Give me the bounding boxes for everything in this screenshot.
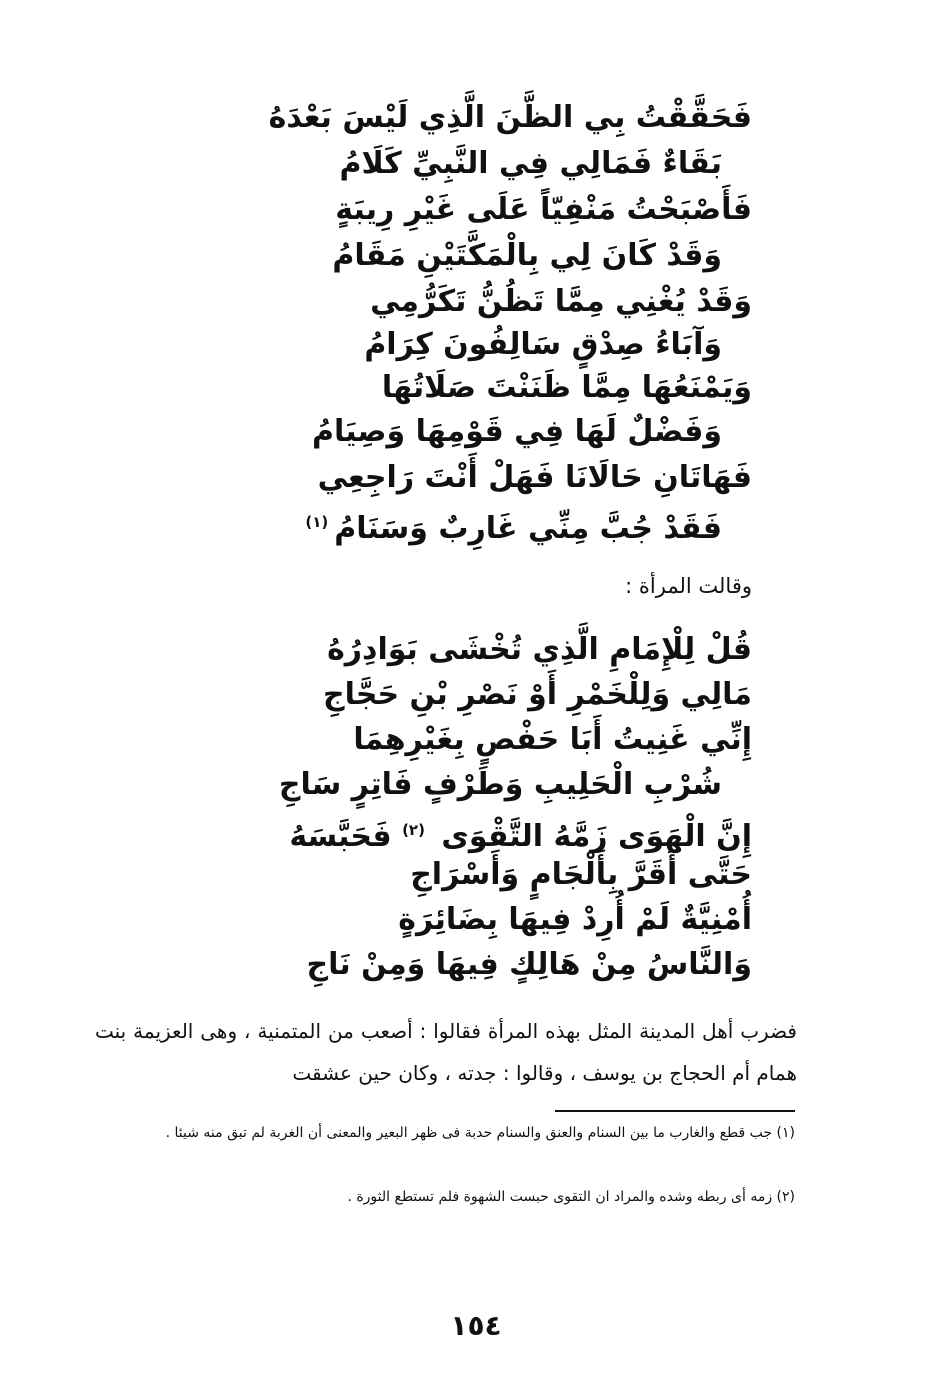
footnote-ref-2: (٢) [402,821,425,839]
prose-paragraph: فضرب أهل المدينة المثل بهذه المرأة فقالوا : أصعب من المتمنية ، وهى العزيمة بنت همام أم الحجاج بن يوسف ، وقالوا : جدته ، وكان حين عشقت [95,1019,797,1085]
poem2-verse-4-second-hemistich: وَالنَّاسُ مِنْ هَالِكٍ فِيهَا وَمِنْ نَاجِ [306,947,752,982]
footnote-separator [555,1110,795,1112]
poem1-verse-5-first-hemistich: فَهَاتَانِ حَالَانَا فَهَلْ أَنْتَ رَاجِعِي [317,460,752,495]
poem2-verse-3-first-text: إِنَّ الْهَوَى زَمَّهُ التَّقْوَى [441,819,752,854]
poem2-verse-3-first-hemistich [289,810,752,857]
poem2-verse-3-first-end: فَحَبَّسَهُ [289,819,392,854]
poem1-verse-2-second-hemistich: وَقَدْ كَانَ لِي بِالْمَكَّتَيْنِ مَقَامُ [332,238,722,273]
footnote-1: (١) جب قطع والغارب ما بين السنام والعنق والسنام حدبة فى ظهر البعير والمعنى أن الغربة لم تبق منه شيئا . [165,1125,795,1141]
poem1-verse-5-second-text: فَقَدْ جُبَّ مِنِّي غَارِبٌ وَسَنَامُ [334,511,722,546]
poem2-verse-1-first-hemistich: قُلْ لِلْإِمَامِ الَّذِي تُخْشَى بَوَادِرُهُ [327,632,752,667]
poem1-verse-1-second-hemistich: بَقَاءٌ فَمَالِي فِي النَّبِيِّ كَلَامُ [339,146,722,181]
poem2-verse-4-first-hemistich: أُمْنِيَّةٌ لَمْ أُرِدْ فِيهَا بِضَائِرَةٍ [398,902,752,937]
poem2-verse-1-second-hemistich: مَالِي وَلِلْخَمْرِ أَوْ نَصْرِ بْنِ حَجَّاجِ [322,677,752,712]
poem2-verse-2-first-hemistich: إِنِّي غَنِيتُ أَبَا حَفْصٍ بِغَيْرِهِمَا [353,722,752,757]
poem1-verse-4-second-hemistich: وَفَضْلٌ لَهَا فِي قَوْمِهَا وَصِيَامُ [312,414,722,449]
poem1-verse-1-first-hemistich: فَحَقَّقْتُ بِي الظَّنَ الَّذِي لَيْسَ بَعْدَهُ [268,100,752,135]
poem1-verse-5-second-hemistich [305,502,722,549]
poem1-verse-2-first-hemistich: فَأَصْبَحْتُ مَنْفِيّاً عَلَى غَيْرِ رِيبَةٍ [335,192,752,227]
footnote-2: (٢) زمه أى ربطه وشده والمراد ان التقوى حبست الشهوة فلم تستطع الثورة . [347,1189,795,1205]
footnote-ref-1: (١) [305,513,329,531]
poem2-verse-3-second-hemistich: حَتَّى أَقَرَّ بِأَلْجَامٍ وَأَسْرَاجِ [410,857,752,892]
poem1-verse-3-second-hemistich: وَآبَاءُ صِدْقٍ سَالِفُونَ كِرَامُ [364,327,722,362]
page-number: ١٥٤ [450,1309,502,1342]
poem1-verse-3-first-hemistich: وَقَدْ يُغْنِي مِمَّا تَظُنُّ تَكَرُّمِي [370,284,752,319]
poem2-verse-2-second-hemistich: شُرْبِ الْحَلِيبِ وَطَرْفٍ فَاتِرٍ سَاجِ [278,767,722,802]
poem1-verse-4-first-hemistich: وَيَمْنَعُهَا مِمَّا ظَنَنْتَ صَلَاتُهَا [381,370,752,405]
intro-line: وقالت المرأة : [625,574,752,598]
